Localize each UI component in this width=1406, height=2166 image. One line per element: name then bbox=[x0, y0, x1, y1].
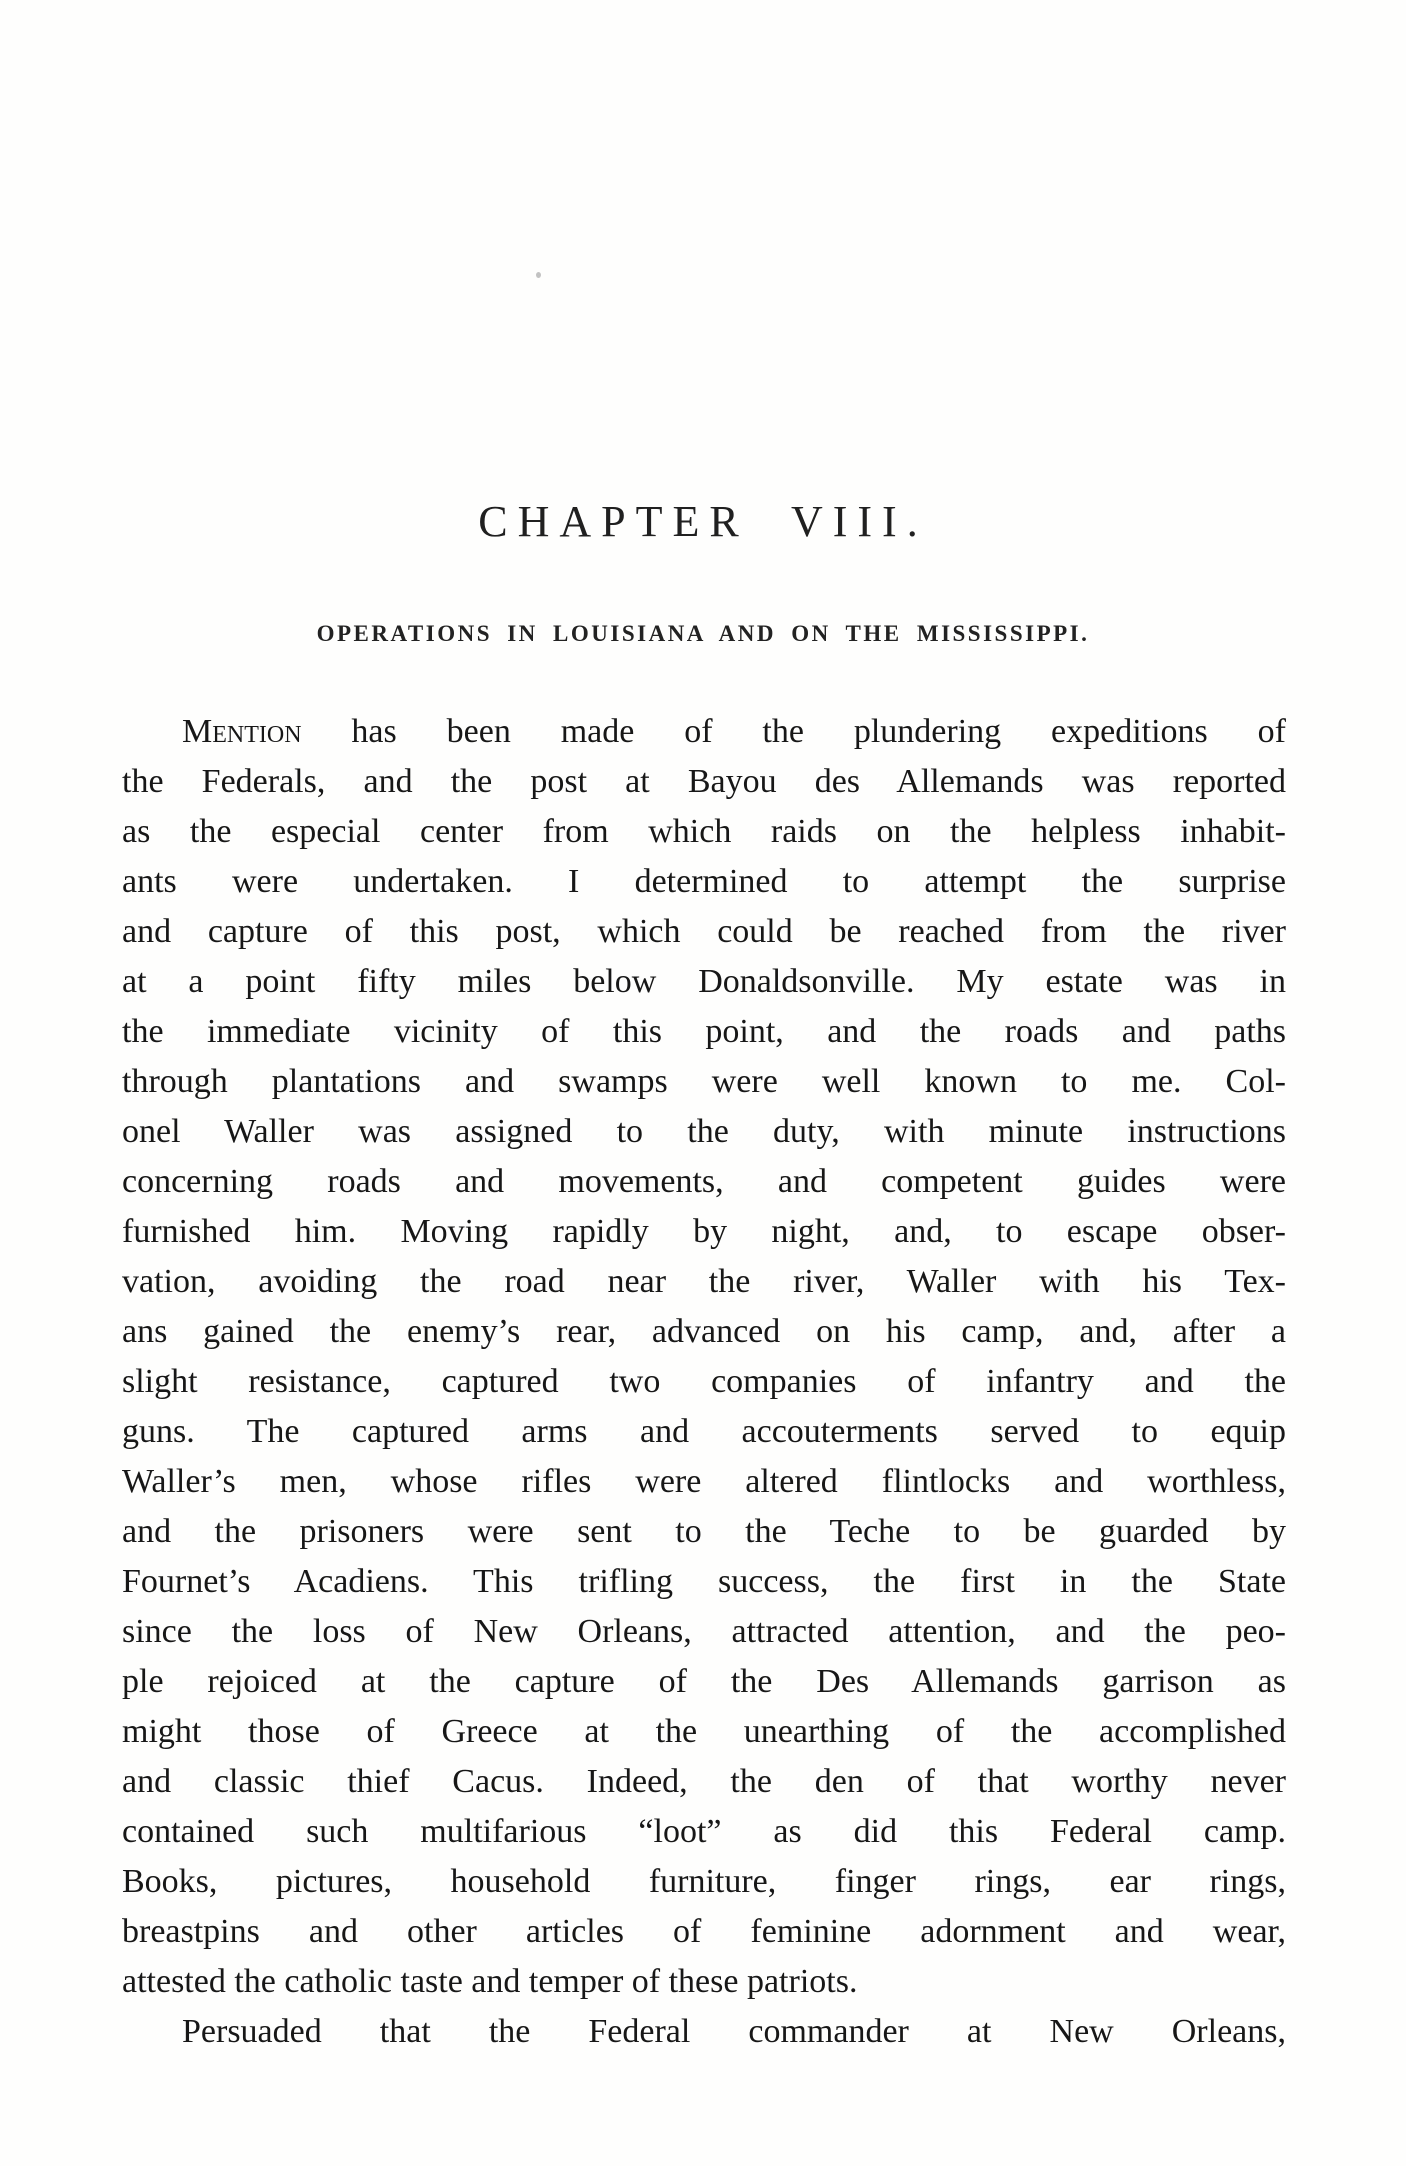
text-line: through plantations and swamps were well known to me. Col- bbox=[122, 1063, 1286, 1100]
text-line: and classic thief Cacus. Indeed, the den of that worthy never bbox=[122, 1763, 1286, 1800]
text-line bbox=[122, 707, 1286, 757]
text-line: attested the catholic taste and temper of these patriots. bbox=[122, 1963, 858, 2000]
text-line: since the loss of New Orleans, attracted attention, and the peo- bbox=[122, 1613, 1286, 1650]
text-line: and the prisoners were sent to the Teche to be guarded by bbox=[122, 1513, 1286, 1550]
body-text bbox=[122, 707, 1286, 2057]
text-line: ans gained the enemy’s rear, advanced on his camp, and, after a bbox=[122, 1313, 1286, 1350]
chapter-title: CHAPTER VIII. bbox=[478, 497, 928, 546]
text-line: ple rejoiced at the capture of the Des Allemands garrison as bbox=[122, 1663, 1286, 1700]
text-line: slight resistance, captured two companies of infantry and the bbox=[122, 1363, 1286, 1400]
text-line: contained such multifarious “loot” as did this Federal camp. bbox=[122, 1813, 1286, 1850]
lead-word-smallcaps: Mention bbox=[182, 713, 302, 750]
text-line-rest: has been made of the plundering expeditions of bbox=[301, 713, 1286, 750]
text-line: might those of Greece at the unearthing of the accomplished bbox=[122, 1713, 1286, 1750]
text-line: ants were undertaken. I determined to attempt the surprise bbox=[122, 863, 1286, 900]
section-heading: OPERATIONS IN LOUISIANA AND ON THE MISSISSIPPI. bbox=[316, 621, 1090, 646]
text-line: and capture of this post, which could be reached from the river bbox=[122, 913, 1286, 950]
text-line: the Federals, and the post at Bayou des Allemands was reported bbox=[122, 763, 1286, 800]
text-line: breastpins and other articles of feminine adornment and wear, bbox=[122, 1913, 1286, 1950]
text-line: at a point fifty miles below Donaldsonville. My estate was in bbox=[122, 963, 1286, 1000]
text-line: Persuaded that the Federal commander at New Orleans, bbox=[182, 2013, 1286, 2050]
text-line: concerning roads and movements, and competent guides were bbox=[122, 1163, 1286, 1200]
text-line: Books, pictures, household furniture, finger rings, ear rings, bbox=[122, 1863, 1286, 1900]
scan-artifact-dot bbox=[536, 272, 541, 278]
text-line: onel Waller was assigned to the duty, with minute instructions bbox=[122, 1113, 1286, 1150]
text-line: guns. The captured arms and accouterments served to equip bbox=[122, 1413, 1286, 1450]
text-line: Fournet’s Acadiens. This trifling success, the first in the State bbox=[122, 1563, 1286, 1600]
text-line: Waller’s men, whose rifles were altered flintlocks and worthless, bbox=[122, 1463, 1286, 1500]
text-line: as the especial center from which raids on the helpless inhabit- bbox=[122, 813, 1286, 850]
text-line: the immediate vicinity of this point, and the roads and paths bbox=[122, 1013, 1286, 1050]
text-line: furnished him. Moving rapidly by night, and, to escape obser- bbox=[122, 1213, 1286, 1250]
text-line: vation, avoiding the road near the river, Waller with his Tex- bbox=[122, 1263, 1286, 1300]
